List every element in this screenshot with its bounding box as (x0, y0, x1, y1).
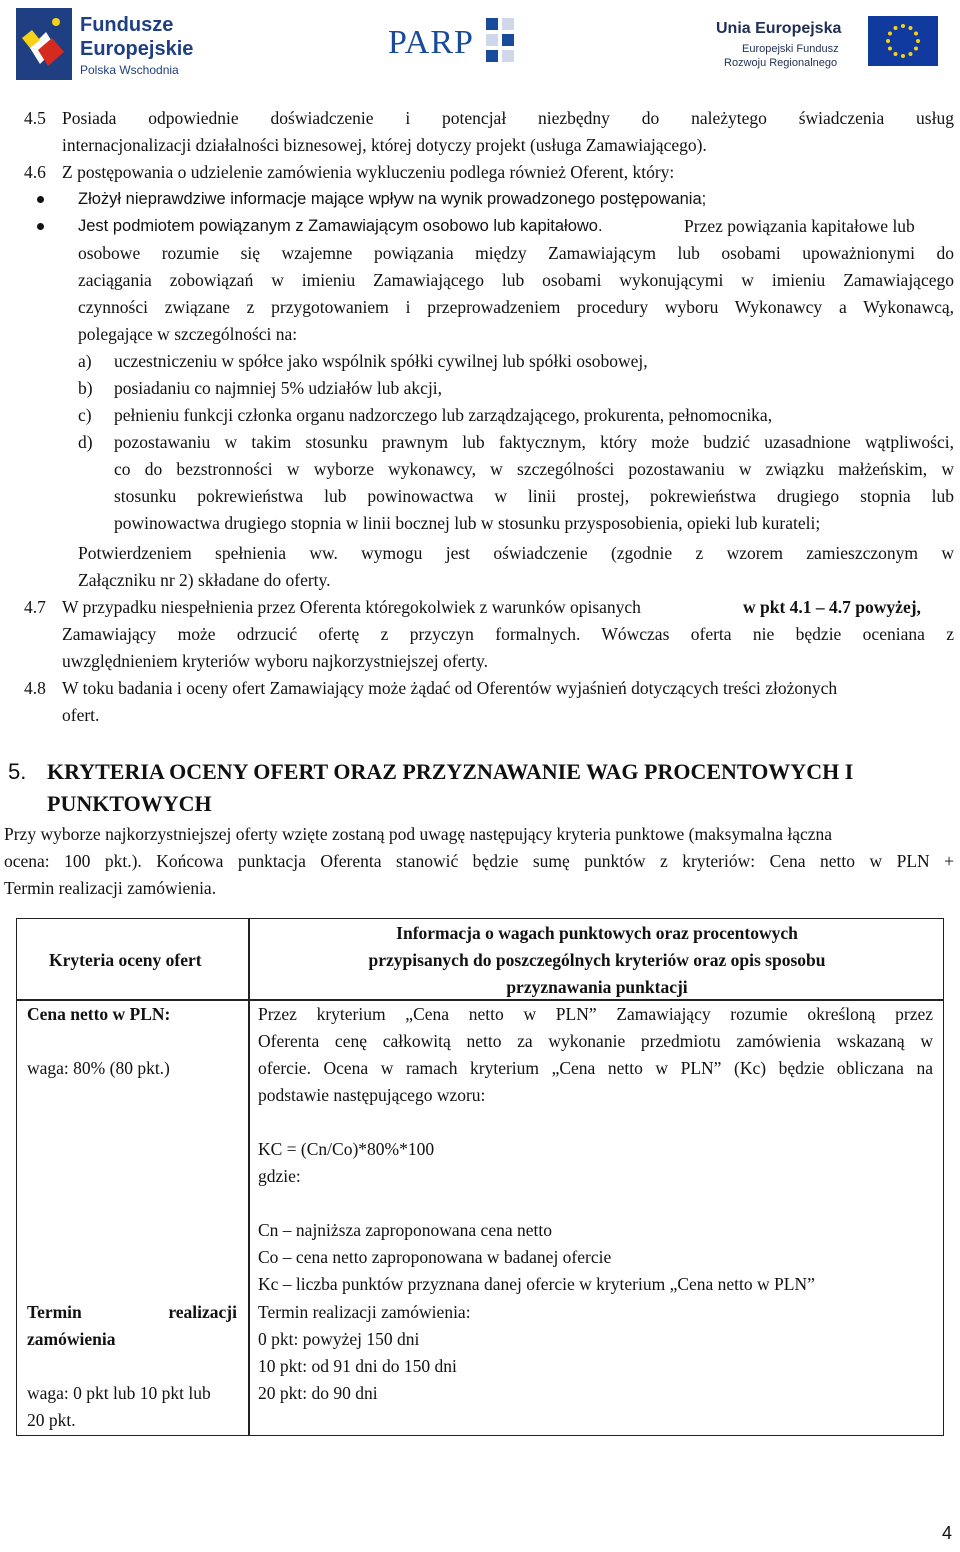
list-a-marker: a) (78, 351, 92, 371)
term-desc-20pkt: 20 pkt: do 90 dni (258, 1383, 378, 1403)
criterion-price-label: Cena netto w PLN: (27, 1004, 171, 1024)
ue-line3: Rozwoju Regionalnego (724, 57, 838, 69)
criterion-term-weight-line2: 20 pkt. (27, 1410, 76, 1430)
section-4-6-bullet2a: Jest podmiotem powiązanym z Zamawiającym osobowo lub kapitałowo. (78, 217, 603, 235)
section-4-6-bullet1: Złożył nieprawdziwe informacje mające wpływ na wynik prowadzonego postępowania; (78, 190, 707, 208)
ue-line1: Unia Europejska (716, 20, 842, 37)
fe-flag-icon (16, 8, 72, 80)
section-4-5-line1: Posiada odpowiednie doświadczenie i potencjał niezbędny do należytego świadczenia usług (62, 108, 954, 128)
price-desc-line4: podstawie następującego wzoru: (258, 1085, 486, 1105)
unia-europejska-logo (716, 16, 946, 76)
price-formula-where: gdzie: (258, 1166, 301, 1186)
parp-logo (388, 14, 588, 74)
section-4-6-para1: osobowe rozumie się wzajemne powiązania między Zamawiającym lub osobami upoważnionymi do (78, 243, 954, 263)
section-4-6-line1: Z postępowania o udzielenie zamówienia wykluczeniu podlega również Oferent, który: (62, 162, 675, 182)
section-4-8-line1: W toku badania i oceny ofert Zamawiający może żądać od Oferentów wyjaśnień dotyczących treści złożonych (62, 678, 838, 698)
section-5-para3: Termin realizacji zamówienia. (4, 878, 217, 898)
header-logos (0, 0, 960, 90)
section-4-7-line3: uwzględnieniem kryteriów wyboru najkorzystniejszej oferty. (62, 651, 489, 671)
term-desc-0pkt: 0 pkt: powyżej 150 dni (258, 1329, 420, 1349)
eu-flag-icon (868, 16, 938, 66)
fundusze-europejskie-logo (16, 8, 216, 80)
price-formula-cn: Cn – najniższa zaproponowana cena netto (258, 1220, 552, 1240)
criterion-term-label-b: realizacji (168, 1302, 237, 1322)
parp-text: PARP (388, 24, 474, 61)
criterion-term-weight-line1: waga: 0 pkt lub 10 pkt lub (27, 1383, 211, 1403)
section-5-title-line1: KRYTERIA OCENY OFERT ORAZ PRZYZNAWANIE WAG PROCENTOWYCH I (47, 759, 854, 784)
fe-line1: Fundusze (80, 14, 174, 36)
criterion-term-label-line2: zamówienia (27, 1329, 116, 1349)
list-d-line3: stosunku pokrewieństwa lub powinowactwa w linii prostej, pokrewieństwa drugiego stopnia lub (114, 486, 954, 506)
table-header-left: Kryteria oceny ofert (49, 950, 202, 970)
section-4-6-para2: zaciągania zobowiązań w imieniu Zamawiającego lub osobami wykonującymi w imieniu Zamawiającego (78, 270, 954, 290)
fe-line2: Europejskie (80, 38, 194, 60)
table-header-right-line3: przyznawania punktacji (506, 977, 688, 997)
price-desc-line1: Przez kryterium „Cena netto w PLN” Zamawiający rozumie określoną przez (258, 1004, 933, 1024)
section-5-para2: ocena: 100 pkt.). Końcowa punktacja Oferenta stanowić będzie sumę punktów z kryteriów: Cena netto w PLN + (4, 851, 954, 871)
table-header-right-line2: przypisanych do poszczególnych kryteriów oraz opis sposobu (368, 950, 826, 970)
section-4-6-confirm1: Potwierdzeniem spełnienia ww. wymogu jest oświadczenie (zgodnie z wzorem zamieszczonym w (78, 543, 954, 563)
list-d-line4: powinowactwa drugiego stopnia w linii bocznej lub w stosunku przysposobienia, opieki lub kurateli; (114, 513, 821, 533)
list-d-line2: co do bezstronności w wyborze wykonawcy, w szczególności pozostawaniu w związku małżeńskim, w (114, 459, 954, 479)
section-4-6-para3: czynności związane z przygotowaniem i przeprowadzeniem procedury wyboru Wykonawcy a Wykonawcą, (78, 297, 954, 317)
table-header-right-line1: Informacja o wagach punktowych oraz procentowych (396, 923, 798, 943)
fe-line3: Polska Wschodnia (80, 63, 179, 77)
price-formula-co: Co – cena netto zaproponowana w badanej ofercie (258, 1247, 612, 1267)
section-5-number: 5. (8, 759, 27, 784)
page-number: 4 (941, 1523, 952, 1543)
price-desc-line3: ofercie. Ocena w ramach kryterium „Cena netto w PLN” (Kc) będzie obliczana na (258, 1058, 933, 1078)
bullet-icon (37, 223, 44, 230)
section-4-8-number: 4.8 (24, 678, 46, 698)
list-c-text: pełnieniu funkcji członka organu nadzorczego lub zarządzającego, prokurenta, pełnomocnika, (114, 405, 773, 425)
list-b-text: posiadaniu co najmniej 5% udziałów lub akcji, (114, 378, 443, 398)
price-formula-kc: Kc – liczba punktów przyznana danej ofercie w kryterium „Cena netto w PLN” (258, 1274, 815, 1294)
section-4-5-number: 4.5 (24, 108, 46, 128)
section-5-title-line2: PUNKTOWYCH (47, 791, 212, 816)
list-b-marker: b) (78, 378, 93, 398)
term-desc-10pkt: 10 pkt: od 91 dni do 150 dni (258, 1356, 457, 1376)
section-4-7-line2: Zamawiający może odrzucić ofertę z przyczyn formalnych. Wówczas oferta nie będzie oceniana z (62, 624, 954, 644)
section-5-para1: Przy wyborze najkorzystniejszej oferty wzięte zostaną pod uwagę następujący kryteria punktowe (maksymalna łączna (4, 824, 833, 844)
list-a-text: uczestniczeniu w spółce jako wspólnik spółki cywilnej lub spółki osobowej, (114, 351, 648, 371)
ue-line2: Europejski Fundusz (742, 43, 839, 55)
parp-emblem-icon (480, 14, 520, 70)
price-formula: KC = (Cn/Co)*80%*100 (258, 1139, 435, 1159)
bullet-icon (37, 196, 44, 203)
criterion-price-weight: waga: 80% (80 pkt.) (27, 1058, 170, 1078)
criterion-term-label-a: Termin (27, 1302, 82, 1322)
criteria-table (16, 918, 944, 1436)
section-4-7-line1b: w pkt 4.1 – 4.7 powyżej, (743, 597, 921, 617)
section-4-5-line2: internacjonalizacji działalności biznesowej, której dotyczy projekt (usługa Zamawiającego). (62, 135, 707, 155)
list-d-line1: pozostawaniu w takim stosunku prawnym lub faktycznym, który może budzić uzasadnione wątpliwości, (114, 432, 954, 452)
price-desc-line2: Oferenta cenę całkowitą netto za wykonanie przedmiotu zamówienia wskazaną w (258, 1031, 933, 1051)
list-d-marker: d) (78, 432, 93, 452)
section-4-7-number: 4.7 (24, 597, 46, 617)
section-4-6-bullet2b: Przez powiązania kapitałowe lub (684, 216, 915, 236)
section-4-6-para4: polegające w szczególności na: (78, 324, 298, 344)
section-4-8-line2: ofert. (62, 705, 100, 725)
section-4-6-confirm2: Załączniku nr 2) składane do oferty. (78, 570, 331, 590)
section-4-6-number: 4.6 (24, 162, 46, 182)
list-c-marker: c) (78, 405, 92, 425)
term-desc-title: Termin realizacji zamówienia: (258, 1302, 471, 1322)
section-4-7-line1a: W przypadku niespełnienia przez Oferenta któregokolwiek z warunków opisanych (62, 597, 641, 617)
